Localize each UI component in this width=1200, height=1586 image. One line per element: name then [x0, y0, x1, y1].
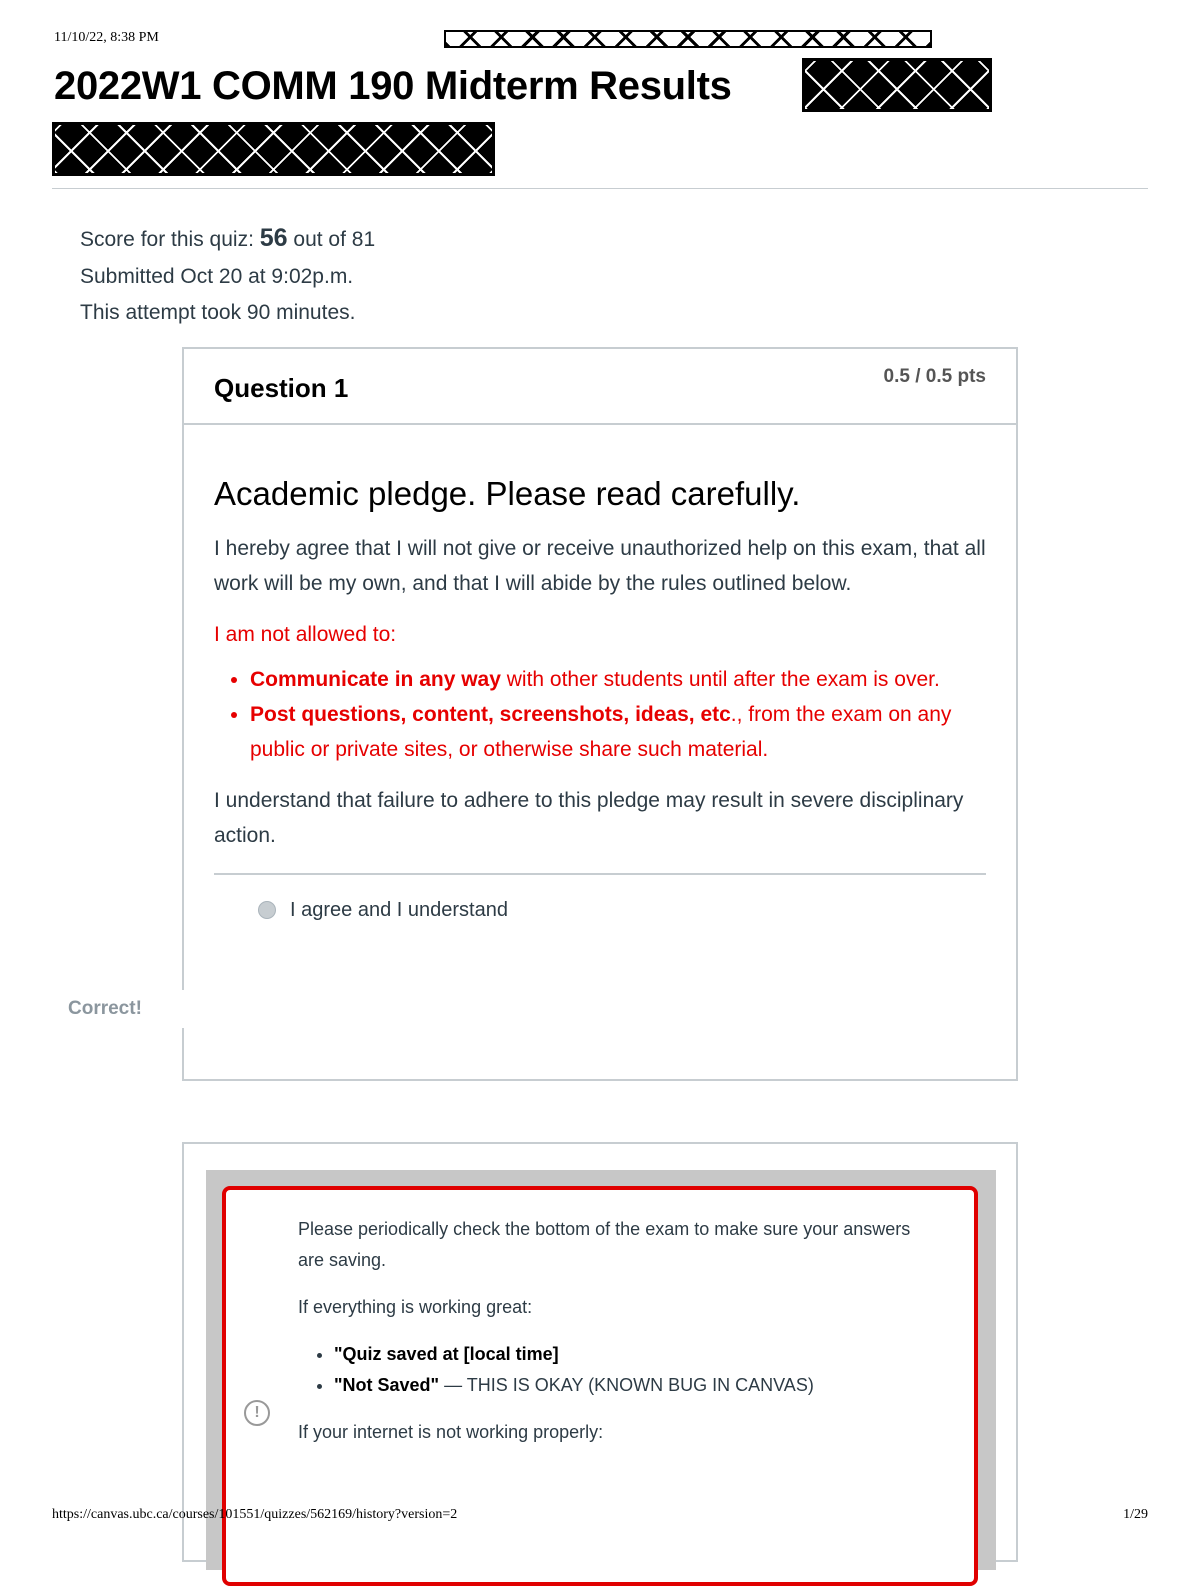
redacted-header [444, 30, 932, 48]
question-title: Question 1 [214, 373, 349, 403]
notice-not-working-label: If your internet is not working properly: [298, 1422, 604, 1442]
print-url: https://canvas.ubc.ca/courses/101551/quizzes/562169/history?version=2 [52, 1507, 458, 1522]
not-allowed-label: I am not allowed to: [214, 623, 397, 646]
rule-text: ., from the exam on any public or private sites, or otherwise share such material. [250, 703, 952, 761]
list-item [334, 1339, 938, 1370]
correct-answer-label: Correct! [68, 998, 142, 1019]
pledge-consequence: I understand that failure to adhere to this pledge may result in severe disciplinary action. [214, 789, 964, 847]
quiz-score [80, 224, 375, 253]
submitted-time: Submitted Oct 20 at 9:02p.m. [80, 265, 354, 288]
answer-label: I agree and I understand [290, 899, 508, 921]
answer-option[interactable] [214, 875, 986, 945]
score-suffix: out of 81 [287, 228, 376, 251]
notice-intro: Please periodically check the bottom of the exam to make sure your answers are saving. [298, 1219, 911, 1270]
saving-notice [222, 1186, 978, 1586]
rule-text: with other students until after the exam is over. [500, 668, 940, 691]
question-heading: Academic pledge. Please read carefully. [214, 475, 801, 512]
item-bold: "Quiz saved at [local time] [334, 1344, 559, 1364]
list-item [334, 1370, 938, 1401]
list-item [250, 662, 986, 697]
rule-bold: Communicate in any way [250, 668, 501, 691]
attempt-duration: This attempt took 90 minutes. [80, 301, 356, 324]
item-text: — THIS IS OKAY (KNOWN BUG IN CANVAS) [439, 1375, 814, 1395]
score-value: 56 [259, 224, 288, 252]
radio-button[interactable] [258, 901, 276, 919]
question-points: 0.5 / 0.5 pts [883, 366, 986, 387]
redacted-name [802, 58, 992, 112]
page-title: 2022W1 COMM 190 Midterm Results [54, 64, 732, 108]
page-number: 1/29 [1123, 1507, 1148, 1522]
redacted-id [52, 122, 495, 176]
score-prefix: Score for this quiz: [80, 228, 260, 251]
item-bold: "Not Saved" [334, 1375, 440, 1395]
pledge-intro: I hereby agree that I will not give or receive unauthorized help on this exam, that all work will be my own, and that I will abide by the rules outlined below. [214, 537, 986, 595]
title-divider [52, 188, 1148, 189]
list-item [250, 697, 986, 767]
notice-list [298, 1339, 938, 1401]
notice-content [298, 1214, 938, 1464]
pledge-rules [214, 662, 986, 767]
question-1 [182, 347, 1018, 1081]
question-header [184, 349, 1016, 425]
question-body [184, 475, 1016, 945]
exclamation-circle-icon: ! [244, 1400, 270, 1426]
print-datetime: 11/10/22, 8:38 PM [54, 30, 159, 45]
question-2 [182, 1142, 1018, 1562]
notice-working-label: If everything is working great: [298, 1297, 533, 1317]
rule-bold: Post questions, content, screenshots, ideas, etc [250, 703, 731, 726]
result-gap [178, 990, 188, 1028]
